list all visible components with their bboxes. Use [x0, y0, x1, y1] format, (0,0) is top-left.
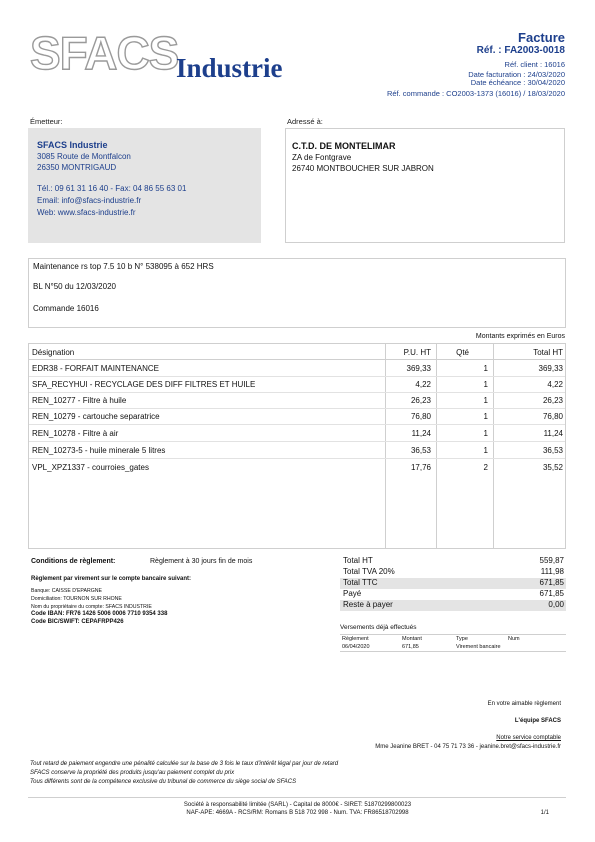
payments-made-title: Versements déjà effectués: [340, 624, 417, 631]
header-designation: Désignation: [32, 348, 75, 357]
header-unit-price: P.U. HT: [403, 348, 431, 357]
page-number: 1/1: [540, 810, 549, 816]
table-row-quantity: 2: [483, 463, 488, 472]
payments-header-reglement: Règlement: [342, 636, 369, 642]
addressee-address1: ZA de Fontgrave: [292, 153, 352, 162]
invoice-notes-box: [28, 258, 566, 328]
note-line-2: BL N°50 du 12/03/2020: [33, 282, 116, 291]
payments-header-type: Type: [456, 636, 468, 642]
client-ref: Réf. client : 16016: [504, 60, 565, 69]
table-row-unit-price: 4,22: [415, 380, 431, 389]
total-tva-label: Total TVA 20%: [343, 567, 395, 576]
emitter-name: SFACS Industrie: [37, 140, 108, 150]
table-row-designation: REN_10278 - Filtre à air: [32, 429, 119, 438]
closing-contact: Mme Jeanine BRET - 04 75 71 73 36 - jeanine.bret@sfacs-industrie.fr: [375, 744, 561, 750]
invoice-date: Date facturation : 24/03/2020: [468, 70, 565, 79]
table-row-quantity: 1: [483, 446, 488, 455]
addressee-address2: 26740 MONTBOUCHER SUR JABRON: [292, 164, 434, 173]
total-ht-row: [340, 556, 566, 567]
table-row-total: 35,52: [542, 463, 563, 472]
closing-team: L'équipe SFACS: [514, 718, 561, 724]
payments-made-table: [340, 634, 566, 652]
payments-header-montant: Montant: [402, 636, 422, 642]
emitter-phone: Tél.: 09 61 31 16 40 - Fax: 04 86 55 63 01: [37, 184, 187, 193]
total-ttc-label: Total TTC: [343, 578, 378, 587]
total-ht-label: Total HT: [343, 556, 373, 565]
total-ttc-value: 671,85: [539, 578, 564, 587]
invoice-title: Facture: [518, 30, 565, 45]
table-row-unit-price: 11,24: [411, 429, 431, 438]
table-row-unit-price: 76,80: [410, 412, 431, 421]
due-date: Date échéance : 30/04/2020: [470, 78, 565, 87]
table-row-unit-price: 17,76: [410, 463, 431, 472]
legal-ownership: SFACS conserve la propriété des produits jusqu'au paiement complet du prix: [30, 770, 235, 776]
items-table: [28, 343, 566, 549]
emitter-web: Web: www.sfacs-industrie.fr: [37, 208, 136, 217]
remaining-label: Reste à payer: [343, 600, 393, 609]
table-row-total: 11,24: [543, 429, 563, 438]
note-line-3: Commande 16016: [33, 304, 99, 313]
bank-bic: Code BIC/SWIFT: CEPAFRPP426: [31, 619, 124, 625]
payment-type: Virement bancaire: [456, 644, 501, 650]
bank-iban: Code IBAN: FR76 1426 5006 0006 7710 9354 338: [31, 611, 168, 617]
table-row-total: 369,33: [538, 364, 563, 373]
order-ref: Réf. commande : CO2003-1373 (16016) / 18/03/2020: [386, 89, 565, 98]
table-row-total: 4,22: [547, 380, 563, 389]
table-row-quantity: 1: [483, 412, 488, 421]
totals-block: [340, 556, 566, 611]
table-row-designation: REN_10273-5 - huile minerale 5 litres: [32, 446, 166, 455]
paid-row: [340, 589, 566, 600]
legal-jurisdiction: Tous différents sont de la compétence exclusive du tribunal de commerce du siège social de SFACS: [30, 779, 297, 785]
remaining-value: 0,00: [548, 600, 564, 609]
table-row-total: 36,53: [542, 446, 563, 455]
currency-note: Montants exprimés en Euros: [475, 333, 565, 340]
table-row-quantity: 1: [483, 380, 488, 389]
closing-service: Notre service comptable: [496, 735, 561, 741]
bank-domiciliation: Domiciliation: TOURNON SUR RHONE: [31, 596, 122, 602]
note-line-1: Maintenance rs top 7.5 10 b N° 538095 à 652 HRS: [33, 262, 214, 271]
table-row-unit-price: 36,53: [410, 446, 431, 455]
logo-industrie-text: Industrie: [176, 53, 283, 83]
table-row-quantity: 1: [483, 364, 488, 373]
table-row-designation: SFA_RECYHUI - RECYCLAGE DES DIFF FILTRES ET HUILE: [32, 380, 256, 389]
header-total: Total HT: [533, 348, 563, 357]
addressee-label: Adressé à:: [287, 117, 323, 126]
table-row-designation: REN_10277 - Filtre à huile: [32, 396, 127, 405]
total-ht-value: 559,87: [539, 556, 564, 565]
payment-date: 06/04/2020: [342, 644, 370, 650]
footer-registration-info: NAF-APE: 4669A - RCS/RM: Romans B 518 702 998 - Num. TVA: FR86518702998: [186, 810, 409, 816]
table-row-total: 76,80: [542, 412, 563, 421]
emitter-label: Émetteur:: [30, 117, 63, 126]
emitter-email: Email: info@sfacs-industrie.fr: [37, 196, 142, 205]
payment-conditions-value: Règlement à 30 jours fin de mois: [150, 558, 253, 565]
emitter-address1: 3085 Route de Montfalcon: [37, 152, 131, 161]
payments-header-num: Num: [508, 636, 520, 642]
emitter-box: [28, 128, 261, 243]
emitter-address2: 26350 MONTRIGAUD: [37, 163, 117, 172]
legal-late-penalty: Tout retard de paiement engendre une pénalité calculée sur la base de 3 fois le taux d'intérêt légal par jour de retard: [30, 761, 339, 767]
payments-made-block: [340, 624, 566, 652]
payment-amount: 671,85: [402, 644, 419, 650]
total-tva-value: 111,98: [540, 567, 564, 576]
total-tva-row: [340, 567, 566, 578]
table-row-designation: REN_10279 - cartouche separatrice: [32, 412, 160, 421]
invoice-ref: Réf. : FA2003-0018: [476, 45, 565, 56]
table-row-designation: VPL_XPZ1337 - courroies_gates: [32, 463, 149, 472]
footer-company-info: Société à responsabilité limitée (SARL) - Capital de 8000€ - SIRET: 51870299800023: [183, 802, 412, 808]
table-row-designation: EDR38 - FORFAIT MAINTENANCE: [32, 364, 159, 373]
bank-transfer-label: Règlement par virement sur le compte bancaire suivant:: [31, 576, 192, 582]
total-ttc-row: [340, 578, 566, 589]
paid-label: Payé: [343, 589, 362, 598]
addressee-name: C.T.D. DE MONTELIMAR: [292, 141, 396, 151]
table-row-quantity: 1: [483, 396, 488, 405]
table-row-quantity: 1: [483, 429, 488, 438]
table-row-total: 26,23: [542, 396, 563, 405]
addressee-box: [285, 128, 565, 243]
bank-account-owner: Nom du propriétaire du compte: SFACS INDUSTRIE: [31, 604, 152, 610]
logo-sfacs-text: SFACS: [30, 27, 179, 79]
footer-divider: [28, 797, 566, 798]
table-row-unit-price: 369,33: [406, 364, 431, 373]
table-row-unit-price: 26,23: [410, 396, 431, 405]
paid-value: 671,85: [539, 589, 564, 598]
header-quantity: Qté: [456, 348, 469, 357]
closing-salutation: En votre aimable règlement: [487, 701, 561, 707]
bank-name: Banque: CAISSE D'EPARGNE: [31, 588, 102, 594]
payment-conditions-label: Conditions de règlement:: [31, 558, 116, 565]
remaining-row: [340, 600, 566, 611]
